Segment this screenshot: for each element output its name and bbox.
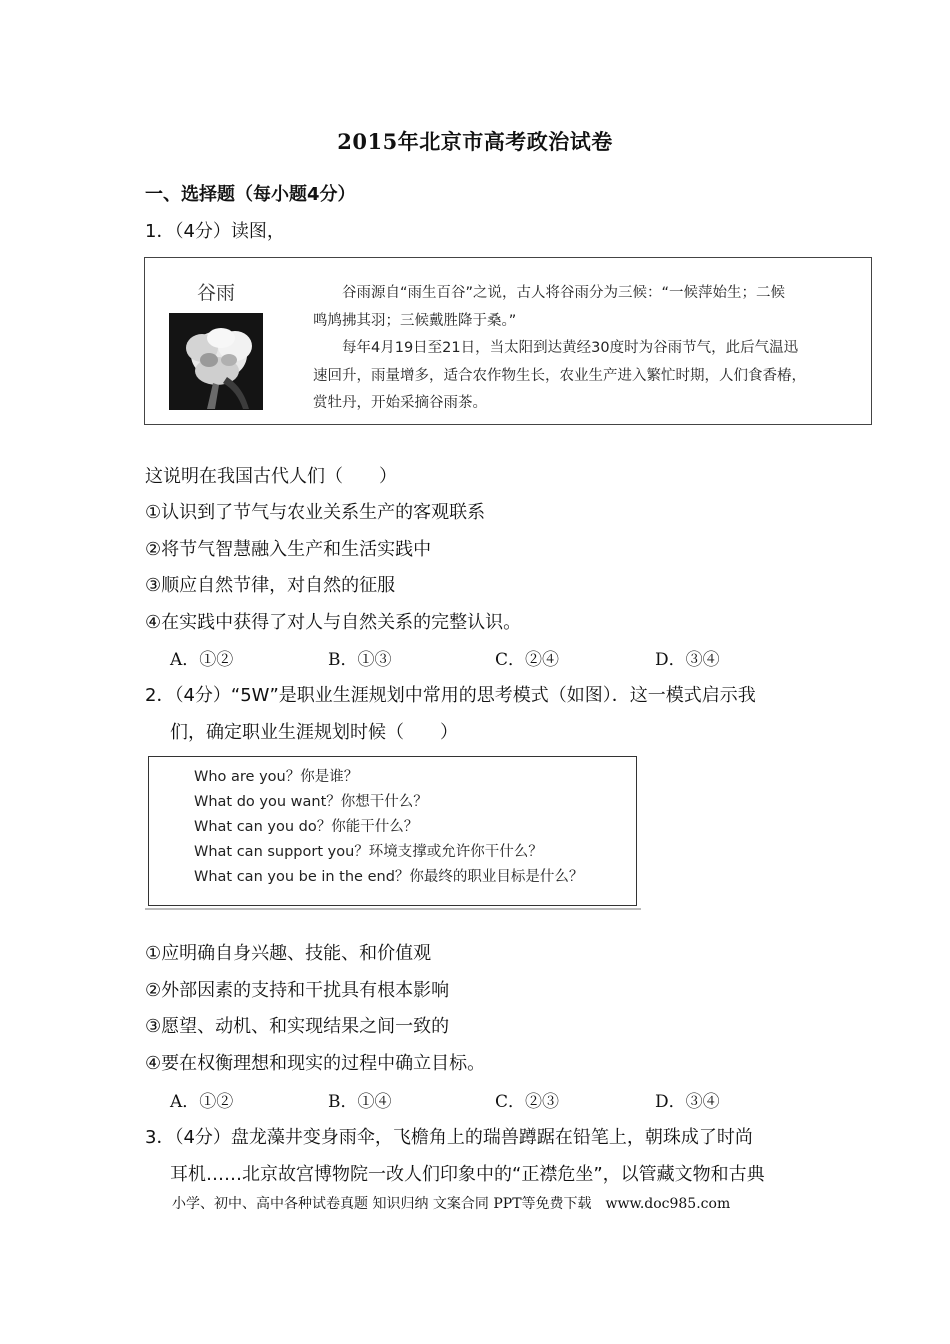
q1-option-b[interactable]: B．①③ <box>328 650 392 670</box>
q2-option-b[interactable]: B．①④ <box>328 1092 392 1112</box>
page-title: 2015年北京市高考政治试卷 <box>337 129 613 154</box>
section-heading: 一、选择题（每小题4分） <box>145 184 356 205</box>
q2-figure-box <box>148 756 637 906</box>
q1-option-c[interactable]: C．②④ <box>495 650 560 670</box>
q2-figure-line-2: What do you want？你想干什么？ <box>194 794 428 810</box>
q1-option-d[interactable]: D．③④ <box>655 650 720 670</box>
q1-figure-para1-line1: 谷雨源自“雨生百谷”之说，古人将谷雨分为三候：“一候萍始生；二候 <box>342 285 786 301</box>
q1-figure-para2-line2: 速回升，雨量增多，适合农作物生长，农业生产进入繁忙时期，人们食香椿， <box>313 367 806 384</box>
q3-stem-line1: 3．（4分）盘龙藻井变身雨伞，飞檐角上的瑞兽蹲踞在铅笔上，朝珠成了时尚 <box>145 1127 753 1148</box>
q2-figure-line-4: What can support you？环境支撑或允许你干什么？ <box>194 844 543 860</box>
q2-figure-line-1: Who are you？你是谁？ <box>194 769 359 785</box>
q1-item-1: ①认识到了节气与农业关系生产的客观联系 <box>145 502 486 523</box>
q2-option-c[interactable]: C．②③ <box>495 1092 560 1112</box>
q1-figure-box <box>144 257 872 425</box>
q2-option-a[interactable]: A．①② <box>170 1092 234 1112</box>
q2-option-d[interactable]: D．③④ <box>655 1092 720 1112</box>
q1-figure-text <box>313 280 863 418</box>
q1-figure-para2-line3: 赏牡丹，开始采摘谷雨茶。 <box>313 395 487 411</box>
q2-figure-line-3: What can you do？你能干什么？ <box>194 819 419 835</box>
q1-stem: 1．（4分）读图， <box>145 221 285 242</box>
q1-item-3: ③顺应自然节律，对自然的征服 <box>145 575 396 596</box>
q1-item-4: ④在实践中获得了对人与自然关系的完整认识。 <box>145 612 522 633</box>
q1-figure-title: 谷雨 <box>197 282 236 304</box>
peony-icon <box>169 313 263 410</box>
q1-prompt: 这说明在我国古代人们（ ） <box>145 466 397 487</box>
q2-stem-line2: 们，确定职业生涯规划时候（ ） <box>170 722 458 743</box>
q2-figure-shadow <box>145 908 641 910</box>
q2-item-1: ①应明确自身兴趣、技能、和价值观 <box>145 943 432 964</box>
q1-option-a[interactable]: A．①② <box>170 650 234 670</box>
q1-figure-para2-line1: 每年4月19日至21日，当太阳到达黄经30度时为谷雨节气，此后气温迅 <box>342 340 799 356</box>
peony-flower-image <box>169 313 263 410</box>
q2-item-2: ②外部因素的支持和干扰具有根本影响 <box>145 980 450 1001</box>
q2-item-3: ③愿望、动机、和实现结果之间一致的 <box>145 1016 450 1037</box>
q1-item-2: ②将节气智慧融入生产和生活实践中 <box>145 539 432 560</box>
q1-figure-para1-line2: 鸣鸠拂其羽；三候戴胜降于桑。” <box>313 312 517 329</box>
q3-stem-line2: 耳机……北京故宫博物院一改人们印象中的“正襟危坐”，以管藏文物和古典 <box>170 1164 765 1185</box>
q2-figure-line-5: What can you be in the end？你最终的职业目标是什么？ <box>194 869 584 885</box>
q2-item-4: ④要在权衡理想和现实的过程中确立目标。 <box>145 1053 486 1074</box>
footer-text: 小学、初中、高中各种试卷真题 知识归纳 文案合同 PPT等免费下载 www.doc985.com <box>172 1196 731 1212</box>
q2-stem-line1: 2．（4分）“5W”是职业生涯规划中常用的思考模式（如图）．这一模式启示我 <box>145 685 756 706</box>
